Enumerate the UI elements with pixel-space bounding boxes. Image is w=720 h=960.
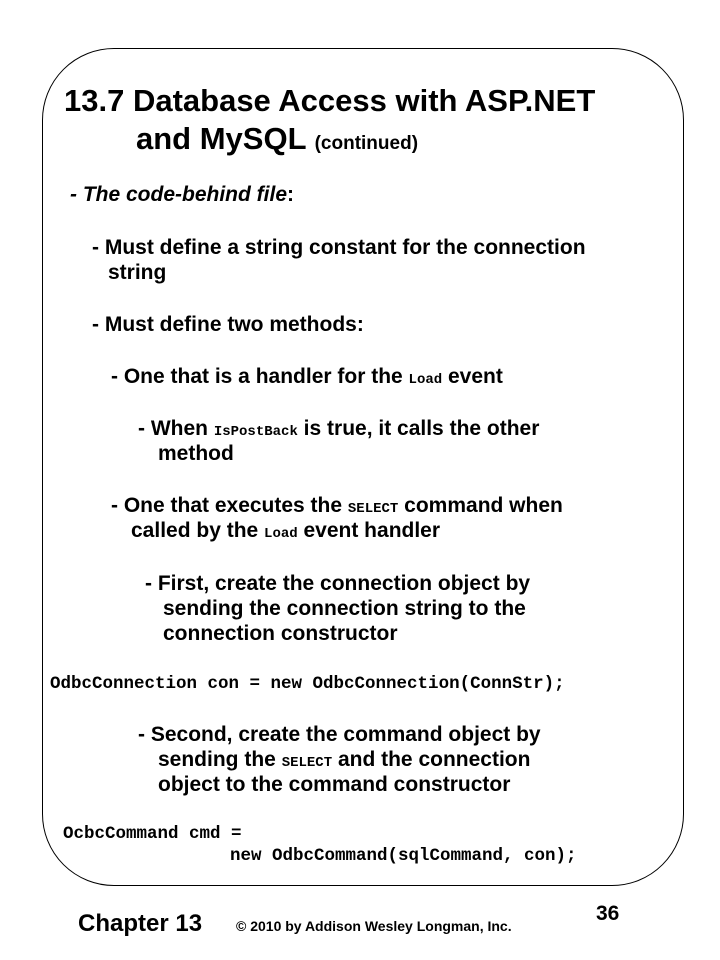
load-handler-pre: - One that is a handler for the — [111, 365, 409, 388]
select-keyword-2: SELECT — [281, 755, 333, 771]
bullet-select-method — [111, 494, 563, 521]
title-continued: (continued) — [314, 133, 419, 154]
bullet-constant-cont: string — [108, 261, 167, 284]
bullet-methods: - Must define two methods: — [92, 313, 364, 336]
codebehind-text: - The code-behind file — [70, 183, 288, 206]
slide-title-line2 — [136, 121, 418, 162]
select-method-post: command when — [398, 494, 563, 517]
load-keyword: Load — [408, 372, 443, 388]
select-cont-post: event handler — [297, 519, 441, 542]
bullet-constant: - Must define a string constant for the connection — [92, 236, 586, 259]
bullet-second: - Second, create the command object by — [138, 723, 541, 746]
footer-copyright: © 2010 by Addison Wesley Longman, Inc. — [236, 918, 512, 934]
postback-pre: - When — [138, 417, 214, 440]
ispostback-keyword: IsPostBack — [213, 424, 298, 440]
bullet-postback-cont: method — [158, 442, 234, 465]
bullet-second-cont1 — [158, 748, 530, 775]
bullet-select-method-cont — [131, 519, 440, 546]
select-keyword: SELECT — [347, 501, 399, 517]
bullet-postback — [138, 417, 539, 444]
footer-page-number: 36 — [596, 902, 620, 925]
code-command-line2: new OdbcCommand(sqlCommand, con); — [230, 846, 577, 866]
bullet-first: - First, create the connection object by — [145, 572, 531, 595]
title-line2-text: and MySQL — [136, 121, 306, 156]
bullet-load-handler — [111, 365, 503, 392]
load-keyword-2: Load — [264, 526, 298, 542]
codebehind-colon: : — [287, 183, 295, 206]
slide-title-line1: 13.7 Database Access with ASP.NET — [64, 83, 596, 118]
select-method-pre: - One that executes the — [111, 494, 348, 517]
second-cont-pre: sending the — [158, 748, 282, 771]
code-command-line1: OcbcCommand cmd = — [63, 824, 242, 844]
select-cont-pre: called by the — [131, 519, 265, 542]
codebehind-heading — [70, 183, 294, 207]
bullet-second-cont2: object to the command constructor — [158, 773, 511, 796]
bullet-first-cont1: sending the connection string to the — [163, 597, 526, 620]
bullet-first-cont2: connection constructor — [163, 622, 398, 645]
footer-chapter: Chapter 13 — [78, 910, 203, 937]
code-connection: OdbcConnection con = new OdbcConnection(ConnStr); — [50, 674, 565, 694]
second-cont-post: and the connection — [332, 748, 531, 771]
load-handler-post: event — [442, 365, 503, 388]
postback-post: is true, it calls the other — [297, 417, 540, 440]
